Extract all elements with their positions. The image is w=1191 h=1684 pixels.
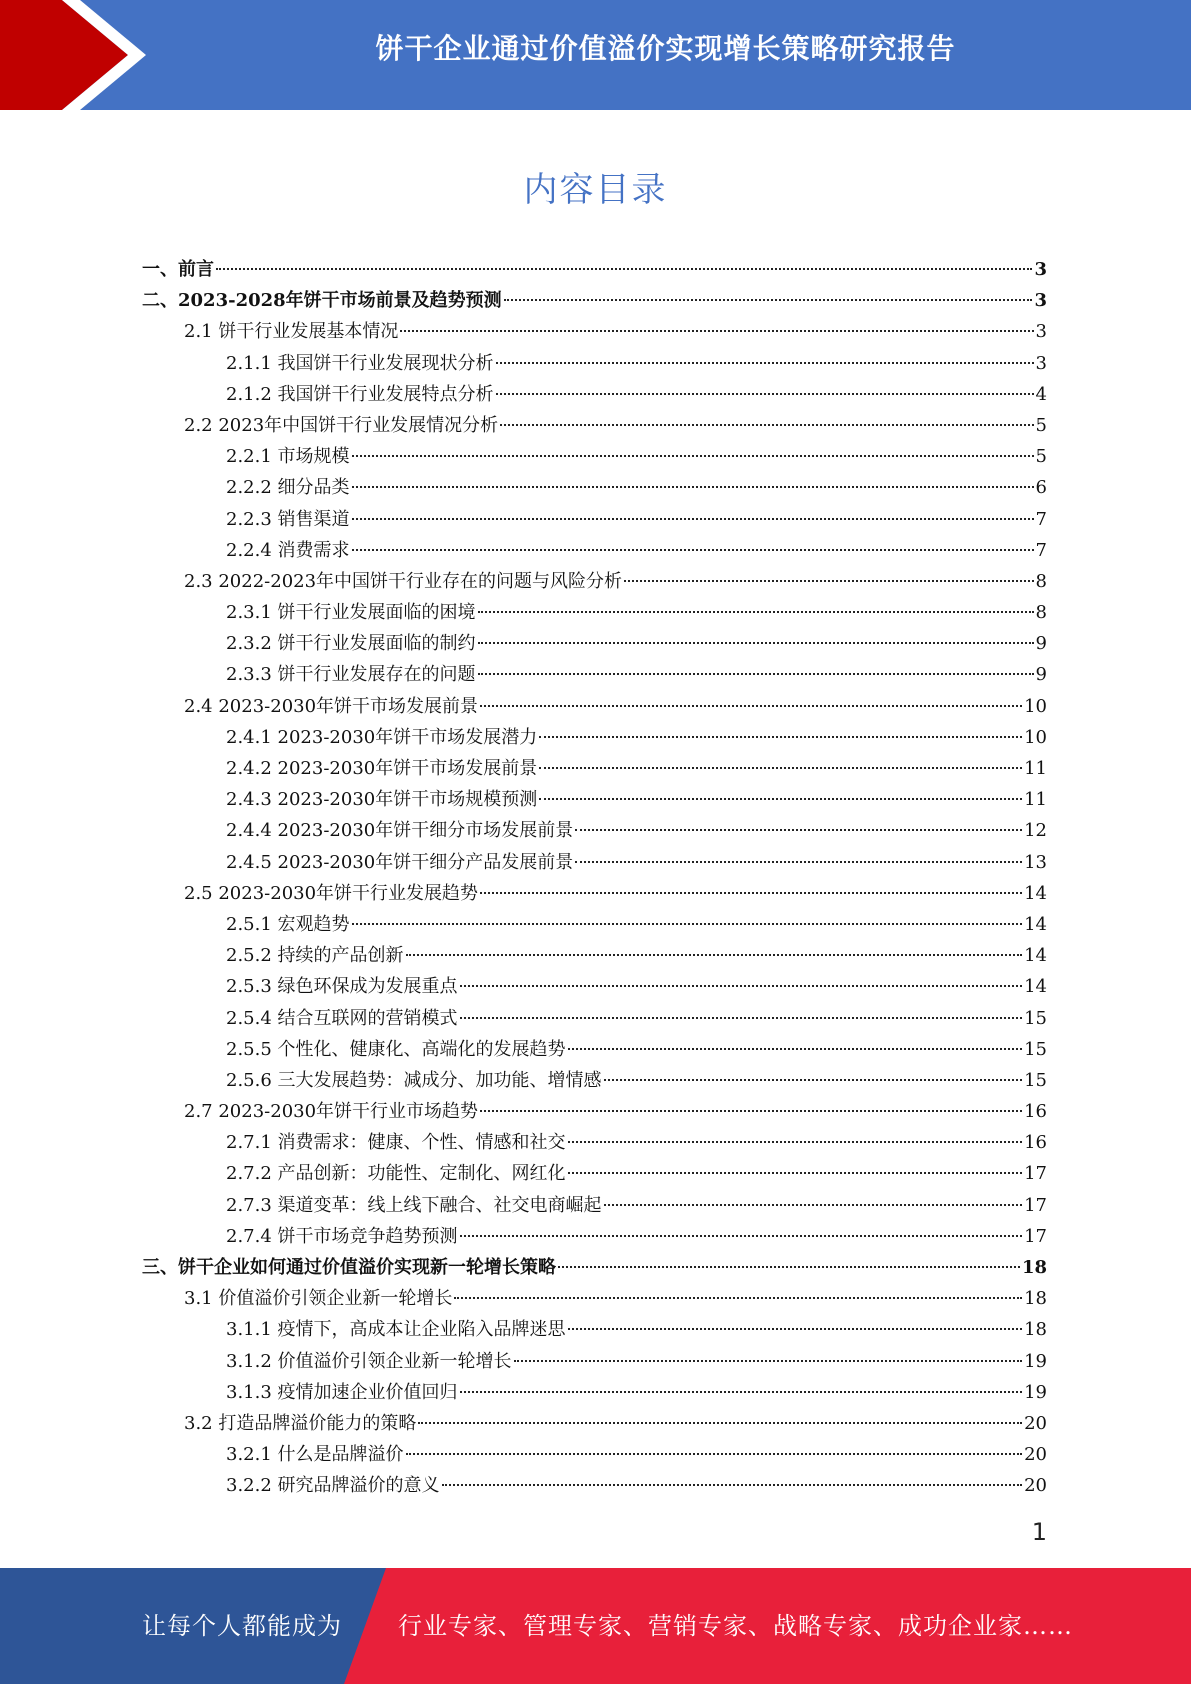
toc-entry-page: 7 — [1035, 508, 1047, 530]
toc-entry[interactable] — [142, 597, 1047, 628]
toc-entry-page: 16 — [1024, 1101, 1047, 1123]
toc-entry-title: 2.3 2022-2023年中国饼干行业存在的问题与风险分析 — [184, 570, 623, 592]
toc-entry-title: 2.7.2 产品创新：功能性、定制化、网红化 — [226, 1163, 566, 1185]
toc-entry[interactable] — [142, 535, 1047, 566]
toc-entry[interactable] — [142, 753, 1047, 784]
toc-entry-title: 2.5.2 持续的产品创新 — [226, 945, 404, 967]
toc-entry-title: 3.1.2 价值溢价引领企业新一轮增长 — [226, 1350, 512, 1372]
toc-entry-title: 3.1.3 疫情加速企业价值回归 — [226, 1381, 458, 1403]
toc-entry-title: 2.2.2 细分品类 — [226, 477, 350, 499]
toc-dot-leader — [575, 861, 1022, 863]
toc-entry-page: 9 — [1035, 633, 1047, 655]
toc-dot-leader — [352, 518, 1034, 520]
toc-entry-page: 3 — [1034, 290, 1047, 312]
toc-entry[interactable] — [142, 1003, 1047, 1034]
toc-entry[interactable] — [142, 441, 1047, 472]
page-number: 1 — [1031, 1518, 1047, 1546]
toc-entry-page: 18 — [1021, 1257, 1047, 1278]
toc-entry-title: 2.3.3 饼干行业发展存在的问题 — [226, 664, 476, 686]
toc-entry-title: 2.2 2023年中国饼干行业发展情况分析 — [184, 414, 499, 436]
toc-dot-leader — [400, 330, 1033, 332]
toc-dot-leader — [568, 1141, 1023, 1143]
toc-entry[interactable] — [142, 566, 1047, 597]
toc-dot-leader — [352, 549, 1034, 551]
toc-entry-title: 2.5.4 结合互联网的营销模式 — [226, 1007, 458, 1029]
toc-entry-title: 2.4 2023-2030年饼干市场发展前景 — [184, 695, 479, 717]
toc-entry[interactable] — [142, 1439, 1047, 1470]
table-of-contents — [142, 254, 1047, 1502]
toc-dot-leader — [568, 1172, 1023, 1174]
toc-dot-leader — [568, 1048, 1023, 1050]
toc-entry[interactable] — [142, 1252, 1047, 1283]
toc-dot-leader — [514, 1360, 1023, 1362]
toc-entry-title: 3.2 打造品牌溢价能力的策略 — [184, 1412, 417, 1434]
toc-entry-title: 2.4.5 2023-2030年饼干细分产品发展前景 — [226, 851, 574, 873]
toc-entry-page: 4 — [1035, 383, 1047, 405]
toc-entry[interactable] — [142, 1283, 1047, 1314]
toc-dot-leader — [539, 767, 1022, 769]
toc-dot-leader — [406, 954, 1023, 956]
toc-entry-title: 3.1 价值溢价引领企业新一轮增长 — [184, 1288, 453, 1310]
toc-entry-page: 17 — [1024, 1194, 1047, 1216]
toc-entry-title: 一、前言 — [142, 259, 214, 280]
toc-entry[interactable] — [142, 1127, 1047, 1158]
toc-entry-page: 8 — [1035, 602, 1047, 624]
toc-entry-title: 三、饼干企业如何通过价值溢价实现新一轮增长策略 — [142, 1257, 556, 1278]
toc-dot-leader — [624, 580, 1034, 582]
toc-dot-leader — [478, 611, 1034, 613]
toc-entry-title: 2.7.3 渠道变革：线上线下融合、社交电商崛起 — [226, 1194, 602, 1216]
toc-entry-page: 5 — [1035, 414, 1047, 436]
toc-entry-title: 2.5.3 绿色环保成为发展重点 — [226, 976, 458, 998]
toc-entry[interactable] — [142, 348, 1047, 379]
toc-dot-leader — [460, 1235, 1023, 1237]
toc-entry-page: 19 — [1024, 1350, 1047, 1372]
toc-entry-page: 3 — [1035, 321, 1047, 343]
toc-entry-page: 20 — [1024, 1412, 1047, 1434]
toc-entry-title: 2.3.1 饼干行业发展面临的困境 — [226, 602, 476, 624]
toc-dot-leader — [454, 1297, 1022, 1299]
toc-entry-page: 19 — [1024, 1381, 1047, 1403]
toc-dot-leader — [568, 1328, 1023, 1330]
toc-dot-leader — [480, 892, 1022, 894]
toc-entry-page: 17 — [1024, 1225, 1047, 1247]
toc-entry-title: 2.2.3 销售渠道 — [226, 508, 350, 530]
footer-slogan-right: 行业专家、管理专家、营销专家、战略专家、成功企业家…… — [398, 1612, 1073, 1640]
toc-entry[interactable] — [142, 1346, 1047, 1377]
toc-entry-title: 2.4.3 2023-2030年饼干市场规模预测 — [226, 789, 538, 811]
toc-entry-page: 10 — [1024, 726, 1047, 748]
toc-dot-leader — [558, 1266, 1020, 1268]
toc-entry[interactable] — [142, 1034, 1047, 1065]
toc-entry-title: 3.2.2 研究品牌溢价的意义 — [226, 1475, 440, 1497]
toc-entry[interactable] — [142, 1470, 1047, 1501]
toc-entry[interactable] — [142, 971, 1047, 1002]
toc-entry-page: 8 — [1035, 570, 1047, 592]
toc-entry[interactable] — [142, 1221, 1047, 1252]
toc-entry[interactable] — [142, 1158, 1047, 1189]
toc-dot-leader — [352, 486, 1034, 488]
header-chevron-graphic — [0, 0, 160, 110]
toc-entry-page: 14 — [1024, 882, 1047, 904]
toc-entry-page: 11 — [1024, 789, 1047, 811]
toc-heading: 内容目录 — [523, 170, 668, 210]
toc-entry-title: 2.2.1 市场规模 — [226, 446, 350, 468]
toc-dot-leader — [442, 1484, 1023, 1486]
toc-entry[interactable] — [142, 410, 1047, 441]
toc-entry-page: 15 — [1024, 1007, 1047, 1029]
footer-slogan-left: 让每个人都能成为 — [142, 1612, 342, 1640]
toc-entry-title: 2.7.1 消费需求：健康、个性、情感和社交 — [226, 1132, 566, 1154]
toc-entry-page: 14 — [1024, 945, 1047, 967]
toc-entry[interactable] — [142, 722, 1047, 753]
toc-dot-leader — [352, 455, 1034, 457]
toc-entry[interactable] — [142, 1190, 1047, 1221]
toc-dot-leader — [539, 736, 1022, 738]
toc-dot-leader — [480, 705, 1022, 707]
toc-entry-title: 2.1.2 我国饼干行业发展特点分析 — [226, 383, 494, 405]
toc-entry-page: 9 — [1035, 664, 1047, 686]
toc-entry[interactable] — [142, 940, 1047, 971]
toc-entry-title: 2.7.4 饼干市场竞争趋势预测 — [226, 1225, 458, 1247]
toc-entry[interactable] — [142, 379, 1047, 410]
toc-entry-page: 20 — [1024, 1475, 1047, 1497]
toc-entry-page: 18 — [1024, 1319, 1047, 1341]
toc-entry-page: 15 — [1024, 1069, 1047, 1091]
toc-entry-page: 7 — [1035, 539, 1047, 561]
toc-entry-title: 3.2.1 什么是品牌溢价 — [226, 1444, 404, 1466]
toc-entry-title: 2.4.1 2023-2030年饼干市场发展潜力 — [226, 726, 538, 748]
toc-entry-page: 12 — [1024, 820, 1047, 842]
toc-entry-title: 3.1.1 疫情下，高成本让企业陷入品牌迷思 — [226, 1319, 566, 1341]
toc-entry-title: 2.3.2 饼干行业发展面临的制约 — [226, 633, 476, 655]
toc-entry[interactable] — [142, 847, 1047, 878]
toc-entry-page: 18 — [1024, 1288, 1047, 1310]
toc-entry[interactable] — [142, 1065, 1047, 1096]
toc-entry-title: 2.1.1 我国饼干行业发展现状分析 — [226, 352, 494, 374]
toc-dot-leader — [496, 393, 1034, 395]
toc-entry-page: 16 — [1024, 1132, 1047, 1154]
report-title: 饼干企业通过价值溢价实现增长策略研究报告 — [375, 32, 956, 65]
page-footer — [0, 1568, 1191, 1684]
toc-entry-title: 2.5.6 三大发展趋势：减成分、加功能、增情感 — [226, 1069, 602, 1091]
toc-entry[interactable] — [142, 659, 1047, 690]
toc-entry-title: 2.1 饼干行业发展基本情况 — [184, 321, 399, 343]
toc-entry-page: 15 — [1024, 1038, 1047, 1060]
toc-dot-leader — [500, 424, 1033, 426]
toc-entry-title: 2.4.4 2023-2030年饼干细分市场发展前景 — [226, 820, 574, 842]
toc-dot-leader — [575, 829, 1022, 831]
toc-entry-page: 10 — [1024, 695, 1047, 717]
toc-entry-page: 3 — [1035, 352, 1047, 374]
toc-entry-title: 2.4.2 2023-2030年饼干市场发展前景 — [226, 758, 538, 779]
toc-entry[interactable] — [142, 254, 1047, 285]
toc-entry[interactable] — [142, 316, 1047, 347]
toc-dot-leader — [480, 1110, 1022, 1112]
toc-entry[interactable] — [142, 472, 1047, 503]
toc-entry[interactable] — [142, 1377, 1047, 1408]
page-header — [0, 0, 1191, 110]
toc-entry[interactable] — [142, 878, 1047, 909]
toc-dot-leader — [539, 798, 1022, 800]
toc-entry-page: 13 — [1024, 851, 1047, 873]
toc-entry-title: 2.2.4 消费需求 — [226, 539, 350, 561]
toc-entry-page: 5 — [1035, 446, 1047, 468]
toc-entry-page: 17 — [1024, 1163, 1047, 1185]
toc-entry-page: 14 — [1024, 913, 1047, 935]
toc-dot-leader — [604, 1204, 1023, 1206]
toc-dot-leader — [478, 673, 1034, 675]
toc-entry[interactable] — [142, 504, 1047, 535]
toc-dot-leader — [418, 1422, 1022, 1424]
toc-entry-title: 2.7 2023-2030年饼干行业市场趋势 — [184, 1101, 479, 1123]
toc-entry[interactable] — [142, 909, 1047, 940]
toc-entry-title: 2.5.5 个性化、健康化、高端化的发展趋势 — [226, 1038, 566, 1060]
toc-entry[interactable] — [142, 691, 1047, 722]
toc-entry-title: 二、2023-2028年饼干市场前景及趋势预测 — [142, 290, 502, 312]
toc-entry[interactable] — [142, 815, 1047, 846]
toc-dot-leader — [460, 1391, 1023, 1393]
toc-entry[interactable] — [142, 285, 1047, 316]
toc-dot-leader — [478, 642, 1034, 644]
toc-entry[interactable] — [142, 1408, 1047, 1439]
toc-entry-page: 11 — [1024, 758, 1047, 779]
toc-dot-leader — [604, 1079, 1023, 1081]
toc-dot-leader — [216, 268, 1032, 270]
toc-dot-leader — [406, 1453, 1023, 1455]
toc-entry-page: 3 — [1034, 259, 1047, 280]
toc-dot-leader — [352, 923, 1023, 925]
toc-entry[interactable] — [142, 784, 1047, 815]
toc-entry-page: 20 — [1024, 1444, 1047, 1466]
toc-dot-leader — [460, 1017, 1023, 1019]
toc-entry-title: 2.5.1 宏观趋势 — [226, 913, 350, 935]
toc-entry[interactable] — [142, 1314, 1047, 1345]
toc-entry[interactable] — [142, 628, 1047, 659]
toc-dot-leader — [460, 985, 1023, 987]
toc-dot-leader — [496, 362, 1034, 364]
toc-entry[interactable] — [142, 1096, 1047, 1127]
toc-entry-title: 2.5 2023-2030年饼干行业发展趋势 — [184, 882, 479, 904]
toc-entry-page: 14 — [1024, 976, 1047, 998]
toc-entry-page: 6 — [1035, 477, 1047, 499]
toc-dot-leader — [504, 299, 1033, 301]
